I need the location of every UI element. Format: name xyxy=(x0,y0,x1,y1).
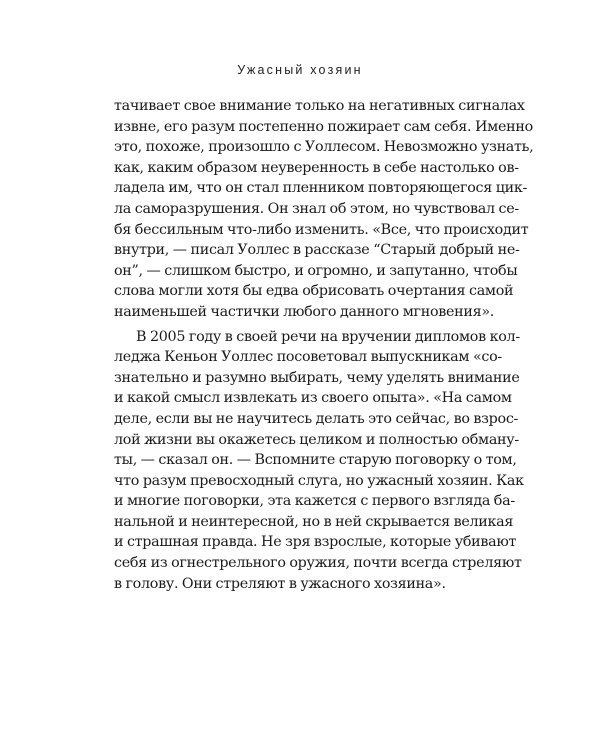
text-line: как, каким образом неуверенность в себе настолько ов- xyxy=(114,159,519,176)
body-text xyxy=(114,96,534,594)
text-line: бя бессильным что-либо изменить. «Все, что происходит xyxy=(114,221,529,238)
text-line: знательно и разумно выбирать, чему уделять внимание xyxy=(114,369,520,386)
text-line: и многие поговорки, эта кажется с первого взгляда ба- xyxy=(114,493,515,510)
text-line: ты, — сказал он. — Вспомните старую поговорку о том, xyxy=(114,452,517,469)
text-line: наименьшей частички любого данного мгновения». xyxy=(114,303,495,320)
text-line: что разум превосходный слуга, но ужасный хозяин. Как xyxy=(114,472,524,489)
text-line: это, похоже, произошло с Уоллесом. Невозможно узнать, xyxy=(114,139,534,156)
text-line: ладела им, что он стал пленником повторяющегося цик- xyxy=(114,180,528,197)
text-line: в голову. Они стреляют в ужасного хозяина». xyxy=(114,575,446,592)
text-line: он”, — слишком быстро, и огромно, и запутанно, чтобы xyxy=(114,262,518,279)
text-line: нальной и неинтересной, но в ней скрывается великая xyxy=(114,513,514,530)
text-line: себя из огнестрельного оружия, почти всегда стреляют xyxy=(114,555,522,572)
text-line: извне, его разум постепенно пожирает сам себя. Именно xyxy=(114,118,533,135)
text-line: тачивает свое внимание только на негативных сигналах xyxy=(114,98,525,114)
running-head: Ужасный хозяин xyxy=(237,63,363,77)
text-line: В 2005 году в своей речи на вручении дипломов кол- xyxy=(136,328,520,345)
paragraph xyxy=(114,327,524,595)
text-line: лой жизни вы окажетесь целиком и полностью обману- xyxy=(114,431,519,448)
text-line: внутри, — писал Уоллес в рассказе “Старый добрый не- xyxy=(114,242,520,259)
text-line: и какой смысл извлекать из своего опыта». «На самом xyxy=(114,390,512,407)
text-line: слова могли хотя бы едва обрисовать очертания самой xyxy=(114,283,514,300)
paragraph xyxy=(114,96,534,323)
text-line: ла саморазрушения. Он знал об этом, но чувствовал се- xyxy=(114,200,519,217)
text-line: деле, если вы не научитесь делать это сейчас, во взрос- xyxy=(114,410,519,427)
text-line: и страшная правда. Не зря взрослые, которые убивают xyxy=(114,534,517,551)
text-line: леджа Кеньон Уоллес посоветовал выпускникам «со- xyxy=(114,349,502,366)
